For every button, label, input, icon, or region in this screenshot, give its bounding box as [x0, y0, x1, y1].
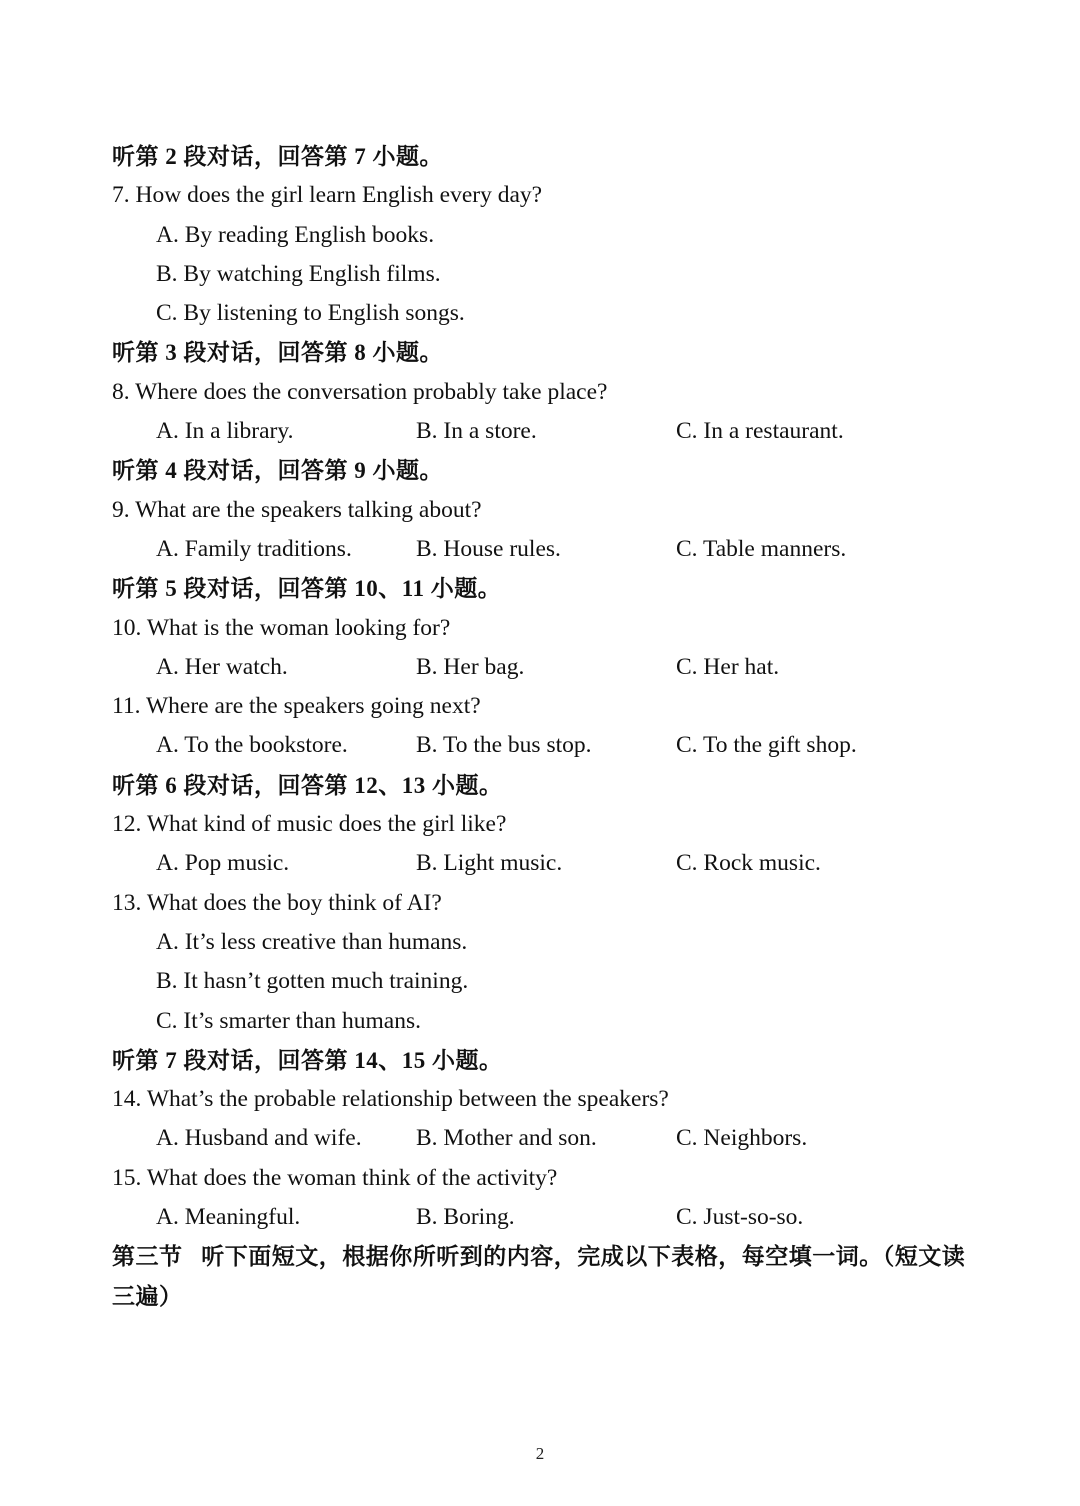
- question-12-option-a: A. Pop music.: [156, 850, 290, 877]
- question-8-option-a: A. In a library.: [156, 418, 294, 445]
- question-10-stem: 10. What is the woman looking for?: [112, 614, 451, 641]
- question-10-options: [112, 648, 982, 687]
- question-8-option-c: C. In a restaurant.: [676, 418, 844, 445]
- section-heading-dialogue-6: 听第 6 段对话，回答第 12、13 小题。: [112, 772, 503, 798]
- question-7-option-c: C. By listening to English songs.: [156, 300, 465, 327]
- question-8-option-b: B. In a store.: [416, 418, 537, 445]
- question-13-option-c: C. It’s smarter than humans.: [156, 1007, 421, 1034]
- question-7-stem: 7. How does the girl learn English every day?: [112, 182, 543, 209]
- question-11-option-a: A. To the bookstore.: [156, 732, 348, 759]
- section-3-label: 第三节: [112, 1244, 183, 1270]
- question-9-option-c: C. Table manners.: [676, 535, 847, 562]
- section-heading-dialogue-7: 听第 7 段对话，回答第 14、15 小题。: [112, 1047, 503, 1073]
- question-15-option-c: C. Just-so-so.: [676, 1204, 804, 1231]
- question-10-option-c: C. Her hat.: [676, 653, 780, 680]
- question-13-stem: 13. What does the boy think of AI?: [112, 889, 442, 916]
- question-15-option-a: A. Meaningful.: [156, 1204, 301, 1231]
- question-10-option-a: A. Her watch.: [156, 653, 288, 680]
- question-11-option-c: C. To the gift shop.: [676, 732, 857, 759]
- question-14-option-b: B. Mother and son.: [416, 1125, 597, 1152]
- question-14-stem: 14. What’s the probable relationship between the speakers?: [112, 1086, 669, 1113]
- question-15-options: [112, 1198, 982, 1237]
- question-12-option-b: B. Light music.: [416, 850, 563, 877]
- question-8-options: [112, 412, 982, 451]
- section-heading-dialogue-3: 听第 3 段对话，回答第 8 小题。: [112, 340, 443, 366]
- question-11-option-b: B. To the bus stop.: [416, 732, 592, 759]
- question-9-stem: 9. What are the speakers talking about?: [112, 496, 482, 523]
- page-number: 2: [535, 1444, 545, 1463]
- question-12-option-c: C. Rock music.: [676, 850, 821, 877]
- page-content: [112, 137, 982, 1316]
- question-8-stem: 8. Where does the conversation probably take place?: [112, 378, 608, 405]
- question-14-options: [112, 1119, 982, 1158]
- question-7-option-b: B. By watching English films.: [156, 260, 441, 287]
- question-11-stem: 11. Where are the speakers going next?: [112, 693, 481, 720]
- question-11-options: [112, 726, 982, 765]
- question-9-option-b: B. House rules.: [416, 535, 561, 562]
- question-13-option-a: A. It’s less creative than humans.: [156, 928, 468, 955]
- section-3-text: 听下面短文，根据你所听到的内容，完成以下表格，每空填一词。（短文读三遍）: [112, 1244, 966, 1309]
- section-heading-dialogue-2: 听第 2 段对话，回答第 7 小题。: [112, 144, 443, 169]
- question-12-stem: 12. What kind of music does the girl like?: [112, 811, 507, 838]
- question-9-option-a: A. Family traditions.: [156, 535, 352, 562]
- question-7-option-a: A. By reading English books.: [156, 221, 435, 248]
- question-10-option-b: B. Her bag.: [416, 653, 525, 680]
- question-14-option-a: A. Husband and wife.: [156, 1125, 362, 1152]
- question-12-options: [112, 844, 982, 883]
- section-heading-dialogue-4: 听第 4 段对话，回答第 9 小题。: [112, 458, 443, 484]
- question-15-option-b: B. Boring.: [416, 1204, 515, 1231]
- question-9-options: [112, 530, 982, 569]
- section-heading-dialogue-5: 听第 5 段对话，回答第 10、11 小题。: [112, 576, 502, 602]
- question-15-stem: 15. What does the woman think of the activity?: [112, 1164, 558, 1191]
- section-3-instructions: [112, 1237, 972, 1316]
- question-14-option-c: C. Neighbors.: [676, 1125, 808, 1152]
- question-13-option-b: B. It hasn’t gotten much training.: [156, 968, 469, 995]
